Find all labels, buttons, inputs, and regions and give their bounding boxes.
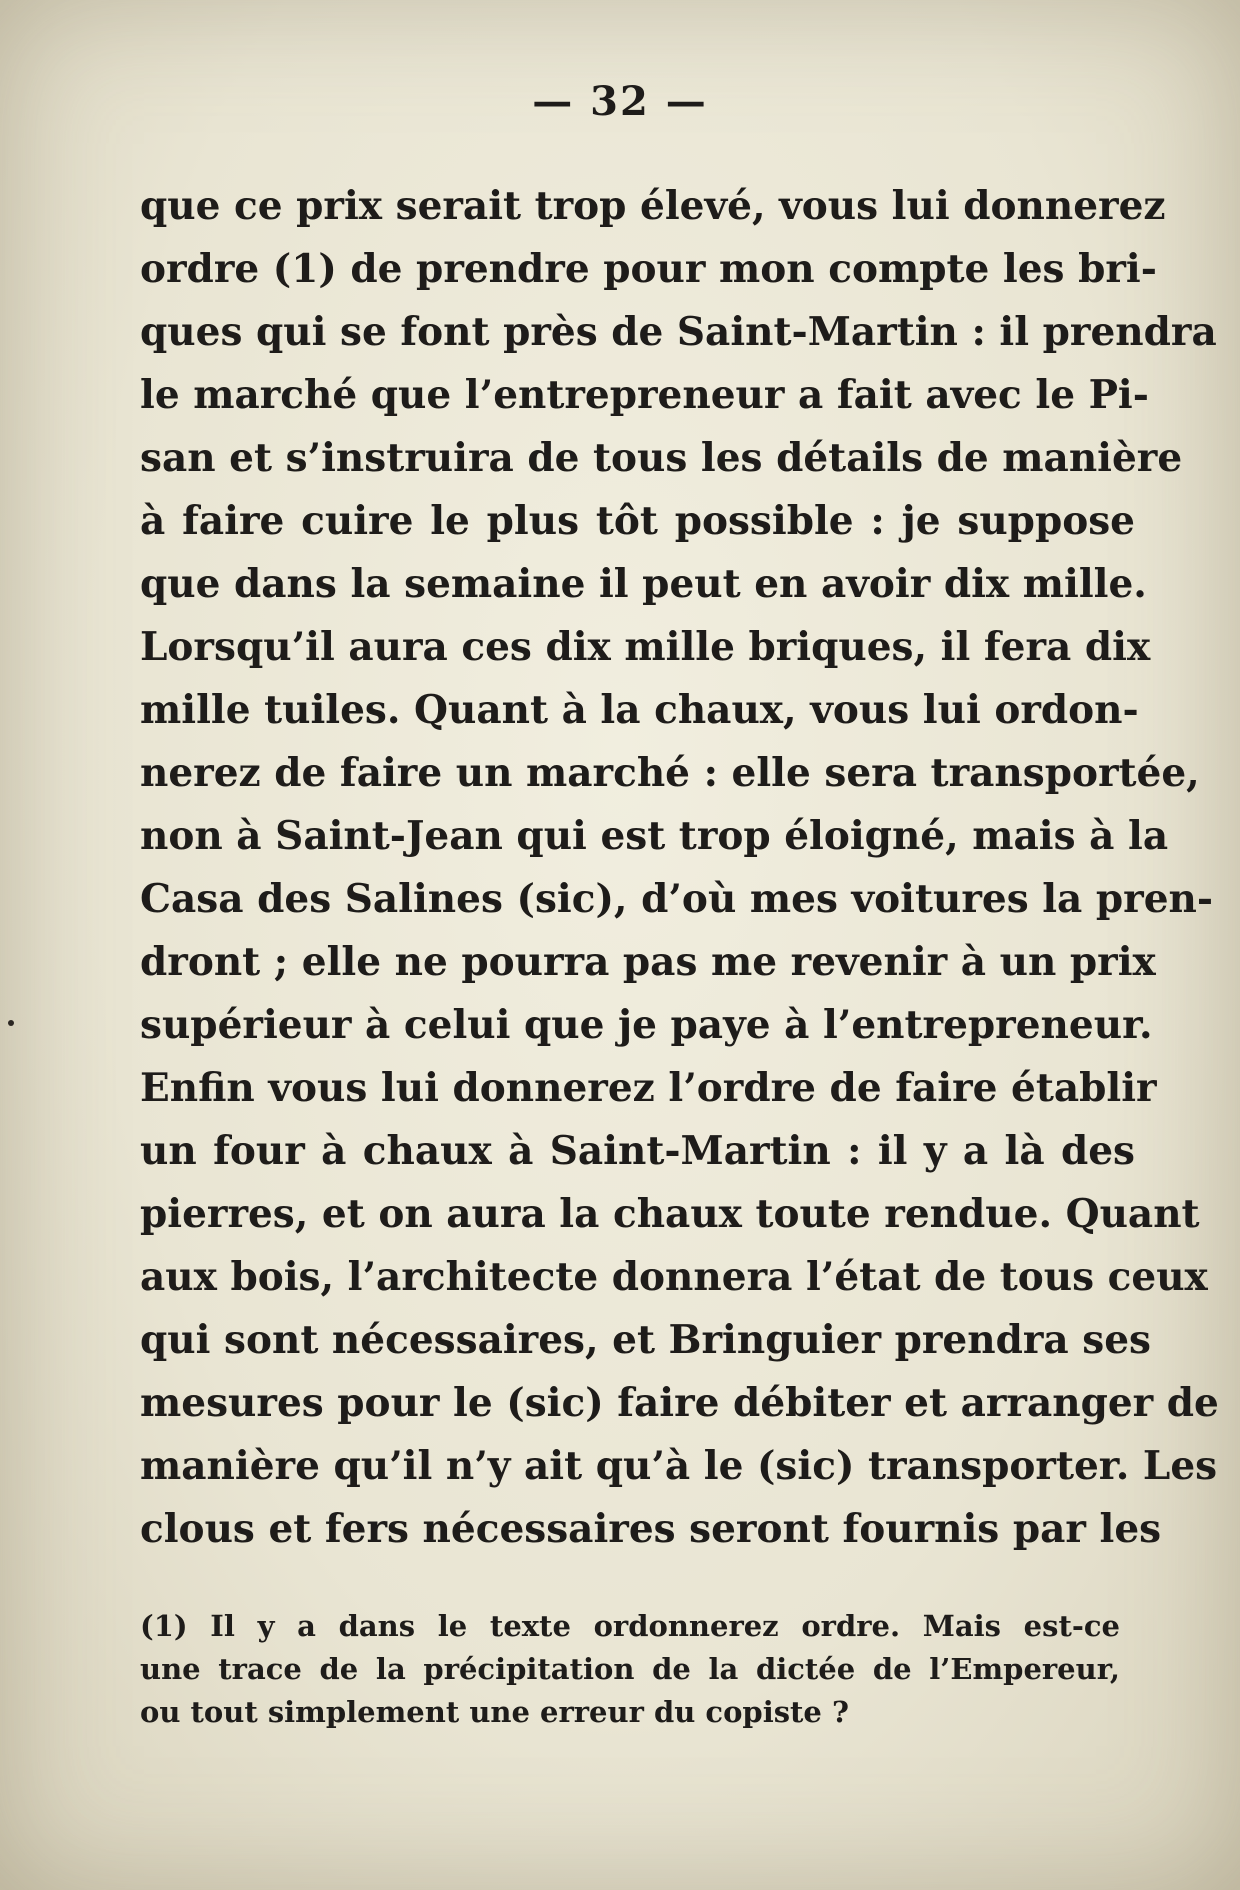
text-line: ordre (1) de prendre pour mon compte les bri- — [140, 246, 1157, 292]
text-line: aux bois, l’architecte donnera l’état de tous ceux — [140, 1254, 1208, 1300]
footnote — [140, 1605, 1120, 1734]
text-line: à faire cuire le plus tôt possible : je suppose — [140, 498, 1135, 544]
text-line: manière qu’il n’y ait qu’à le (sic) transporter. Les — [140, 1443, 1218, 1489]
text-line: un four à chaux à Saint-Martin : il y a là des — [140, 1128, 1135, 1174]
text-line: Lorsqu’il aura ces dix mille briques, il fera dix — [140, 624, 1151, 670]
ink-speck — [8, 1020, 14, 1026]
text-line: ques qui se font près de Saint-Martin : il prendra — [140, 309, 1217, 355]
text-line: clous et fers nécessaires seront fournis par les — [140, 1506, 1162, 1552]
text-line: non à Saint-Jean qui est trop éloigné, mais à la — [140, 813, 1169, 859]
text-line: Casa des Salines (sic), d’où mes voitures la pren- — [140, 876, 1214, 922]
text-line: san et s’instruira de tous les détails de manière — [140, 435, 1183, 481]
footnote-line: une trace de la précipitation de la dictée de l’Empereur, — [140, 1652, 1120, 1686]
footnote-line: (1) Il y a dans le texte ordonnerez ordre. Mais est-ce — [140, 1609, 1120, 1643]
text-line: pierres, et on aura la chaux toute rendue. Quant — [140, 1191, 1200, 1237]
text-line: que dans la semaine il peut en avoir dix mille. — [140, 561, 1147, 607]
text-line: mesures pour le (sic) faire débiter et arranger de — [140, 1380, 1219, 1426]
text-line: que ce prix serait trop élevé, vous lui donnerez — [140, 183, 1166, 229]
body-text — [140, 175, 1219, 1561]
text-line: mille tuiles. Quant à la chaux, vous lui ordon- — [140, 687, 1139, 733]
text-line: le marché que l’entrepreneur a fait avec le Pi- — [140, 372, 1149, 418]
text-line: nerez de faire un marché : elle sera transportée, — [140, 750, 1200, 796]
text-line: dront ; elle ne pourra pas me revenir à un prix — [140, 939, 1156, 985]
text-line: supérieur à celui que je paye à l’entrepreneur. — [140, 1002, 1153, 1048]
text-line: qui sont nécessaires, et Bringuier prendra ses — [140, 1317, 1151, 1363]
footnote-line: ou tout simplement une erreur du copiste ? — [140, 1695, 849, 1729]
page-number: — 32 — — [532, 78, 708, 125]
text-line: Enfin vous lui donnerez l’ordre de faire établir — [140, 1065, 1157, 1111]
